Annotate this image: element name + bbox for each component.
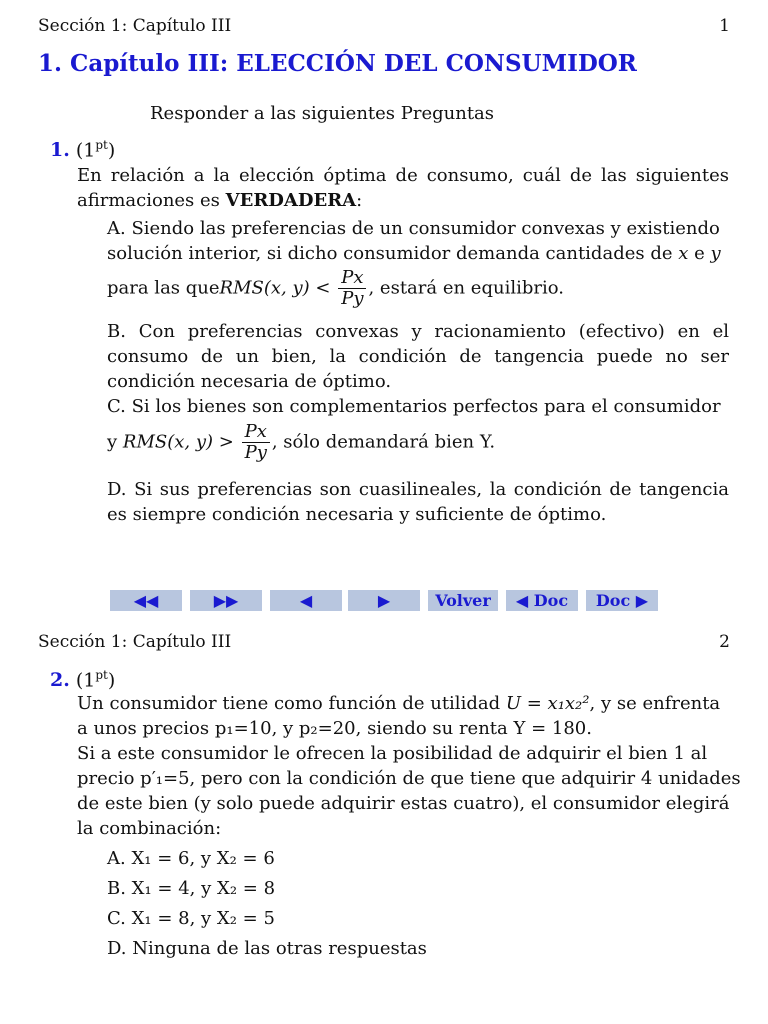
fast-forward-button[interactable]: ▶▶ bbox=[190, 590, 262, 611]
previous-doc-button[interactable]: ◀ Doc bbox=[506, 590, 578, 611]
first-page-button[interactable]: ◀◀ bbox=[110, 590, 182, 611]
question-2-line-2: a unos precios p₁=10, y p₂=20, siendo su renta Y = 180. bbox=[77, 718, 592, 739]
page-number: 2 bbox=[719, 632, 730, 652]
question-1-header: 1. $(1^{pt})$ bbox=[50, 138, 116, 162]
header-section: Sección 1: Capítulo III bbox=[38, 16, 232, 36]
page-2 bbox=[0, 620, 768, 1024]
question-number-link[interactable]: 1. bbox=[50, 139, 70, 162]
option-a: A. X₁ = 6, y X₂ = 6 bbox=[107, 848, 275, 869]
question-2-line-1: Un consumidor tiene como función de utilidad U = x₁x₂², y se enfrenta bbox=[77, 693, 721, 714]
option-b: B. Con preferencias convexas y racionamiento (efectivo) en el consumo de un bien, la condición de tangencia puede no ser condición necesaria de óptimo. bbox=[107, 321, 729, 392]
question-2-line-4: precio p′₁=5, pero con la condición de que tiene que adquirir 4 unidades bbox=[77, 768, 741, 789]
option-c: C. X₁ = 8, y X₂ = 5 bbox=[107, 908, 275, 929]
page-number: 1 bbox=[719, 16, 730, 36]
instructions: Responder a las siguientes Preguntas bbox=[150, 103, 495, 124]
previous-page-button[interactable]: ◀ bbox=[270, 590, 342, 611]
next-page-button[interactable]: ▶ bbox=[348, 590, 420, 611]
option-b: B. X₁ = 4, y X₂ = 8 bbox=[107, 878, 276, 899]
back-button[interactable]: Volver bbox=[428, 590, 498, 611]
next-doc-button[interactable]: Doc ▶ bbox=[586, 590, 658, 611]
running-header bbox=[38, 16, 730, 36]
question-2-line-3: Si a este consumidor le ofrecen la posibilidad de adquirir el bien 1 al bbox=[77, 743, 708, 764]
question-2-line-5: de este bien (y solo puede adquirir estas cuatro), el consumidor elegirá bbox=[77, 793, 730, 814]
fraction-px-py: $\frac{Px}{Py}$ bbox=[338, 268, 366, 309]
question-2-line-6: la combinación: bbox=[77, 818, 222, 839]
question-1-stem: En relación a la elección óptima de consumo, cuál de las siguientes afirmaciones es VERDADERA: bbox=[77, 165, 729, 211]
question-number-link[interactable]: 2. bbox=[50, 669, 70, 692]
option-c-line-2: y RMS(x, y) > $\frac{Px}{Py}$ , sólo demandará bien Y. bbox=[107, 421, 496, 463]
option-a-line-2: solución interior, si dicho consumidor demanda cantidades de x e y bbox=[107, 243, 721, 264]
option-a-line-3: para las queRMS(x, y) < $\frac{Px}{Py}$ , estará en equilibrio. bbox=[107, 267, 564, 309]
option-a-line-1: A. Siendo las preferencias de un consumidor convexas y existiendo bbox=[107, 218, 720, 239]
option-c-line-1: C. Si los bienes son complementarios perfectos para el consumidor bbox=[107, 396, 721, 417]
option-d: D. Ninguna de las otras respuestas bbox=[107, 938, 427, 959]
fraction-px-py: $\frac{Px}{Py}$ bbox=[242, 422, 270, 463]
question-2-header: 2. $(1^{pt})$ bbox=[50, 668, 116, 692]
chapter-title: 1. Capítulo III: ELECCIÓN DEL CONSUMIDOR bbox=[38, 50, 637, 77]
running-header bbox=[38, 632, 730, 652]
header-section: Sección 1: Capítulo III bbox=[38, 632, 232, 652]
option-d: D. Si sus preferencias son cuasilineales, la condición de tangencia es siempre condición necesaria y suficiente de óptimo. bbox=[107, 479, 729, 525]
